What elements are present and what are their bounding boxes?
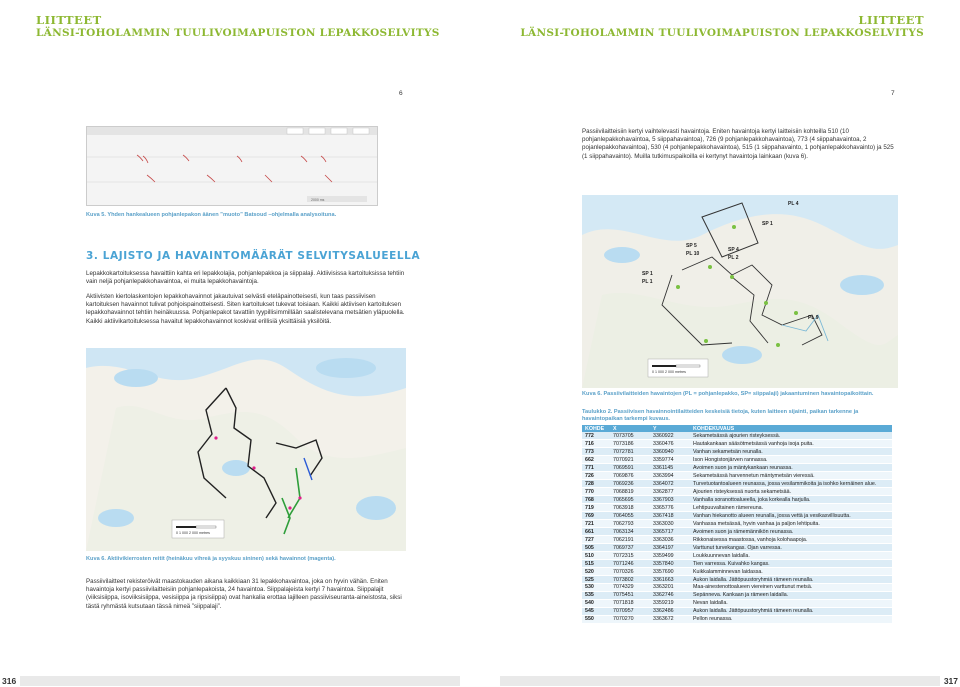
table-row xyxy=(582,432,892,439)
cell-kohde: 726 xyxy=(582,472,610,480)
cell-y: 3363672 xyxy=(650,616,690,624)
cell-kuvaus: Lehtipuuvaltainen rämereuna. xyxy=(690,504,892,512)
cell-kohde: 661 xyxy=(582,528,610,536)
right-folio: 317 xyxy=(943,676,958,686)
cell-kohde: 728 xyxy=(582,480,610,488)
table-row xyxy=(582,616,892,624)
table-row xyxy=(582,520,892,528)
cell-kuvaus: Vanhan sekametsän reunalla. xyxy=(690,448,892,456)
cell-kuvaus: Hautakankaan sääsötmetsässä vanhoja isoja puita. xyxy=(690,440,892,448)
cell-y: 3359774 xyxy=(650,456,690,464)
cell-x: 7063918 xyxy=(610,504,650,512)
cell-kohde: 530 xyxy=(582,584,610,592)
spectrogram-figure xyxy=(86,126,378,206)
cell-x: 7063134 xyxy=(610,528,650,536)
cell-kohde: 719 xyxy=(582,504,610,512)
left-header xyxy=(36,14,440,39)
cell-kohde: 771 xyxy=(582,464,610,472)
right-map-scale: 0 1 000 2 000 metres xyxy=(652,370,686,374)
section-heading: 3. LAJISTO JA HAVAINTOMÄÄRÄT SELVITYSALUEELLA xyxy=(86,250,421,262)
devices-map-graphic xyxy=(582,195,898,388)
table-header-kohde: KOHDE xyxy=(582,425,610,432)
cell-y: 3363036 xyxy=(650,536,690,544)
table-row xyxy=(582,576,892,584)
cell-kuvaus: Avoimen suon ja mäntykankaan reunassa. xyxy=(690,464,892,472)
cell-kohde: 772 xyxy=(582,432,610,439)
cell-y: 3365776 xyxy=(650,504,690,512)
right-header-subtitle: LÄNSI-TOHOLAMMIN TUULIVOIMAPUISTON LEPAKKOSELVITYS xyxy=(520,27,924,40)
cell-kuvaus: Sekametsässä harvennetun mäntymetsän vieressä. xyxy=(690,472,892,480)
left-footer-bar xyxy=(20,676,460,686)
spectrogram-graphic xyxy=(87,127,377,205)
cell-y: 3364197 xyxy=(650,544,690,552)
cell-x: 7062793 xyxy=(610,520,650,528)
cell-y: 3367418 xyxy=(650,512,690,520)
table-row xyxy=(582,512,892,520)
cell-y: 3361145 xyxy=(650,464,690,472)
cell-x: 7069876 xyxy=(610,472,650,480)
fig6-left-caption: Kuva 6. Aktiivikierrosten reitit (heinäkuu vihreä ja syyskuu sininen) sekä havainnot (magenta). xyxy=(86,556,336,562)
left-folio: 316 xyxy=(2,676,17,686)
cell-kuvaus: Sepännevа. Kankaan ja rämeen laidalla. xyxy=(690,592,892,600)
cell-kohde: 535 xyxy=(582,592,610,600)
cell-x: 7069236 xyxy=(610,480,650,488)
map-label: PL 2 xyxy=(728,255,739,261)
cell-x: 7071818 xyxy=(610,600,650,608)
cell-y: 3360940 xyxy=(650,448,690,456)
fig5-caption: Kuva 5. Yhden hankealueen pohjanlepakon äänen ”muoto” Batsoud –ohjelmalla analysoituna. xyxy=(86,212,337,218)
cell-x: 7069737 xyxy=(610,544,650,552)
cell-x: 7073186 xyxy=(610,440,650,448)
cell-x: 7062191 xyxy=(610,536,650,544)
cell-y: 3360922 xyxy=(650,432,690,439)
cell-kuvaus: Maa-ainestenottoalueen viereinen varttunut metsä. xyxy=(690,584,892,592)
cell-x: 7073705 xyxy=(610,432,650,439)
map-label: PL 10 xyxy=(686,251,700,257)
cell-kuvaus: Tien varressa. Kuivahko kangas. xyxy=(690,560,892,568)
cell-kuvaus: Aukon laidalla. Jättöpuustoryhmiä rämeen reunalla. xyxy=(690,576,892,584)
spectrogram-scale: 2000 ms xyxy=(311,198,325,202)
routes-map xyxy=(86,348,406,551)
table-row xyxy=(582,560,892,568)
cell-kohde: 721 xyxy=(582,520,610,528)
cell-kuvaus: Vanhalla soranottoalueella, joka korkealla harjulla. xyxy=(690,496,892,504)
cell-kohde: 716 xyxy=(582,440,610,448)
cell-kuvaus: Sekametsässä ajourien risteyksessä. xyxy=(690,432,892,439)
cell-kohde: 769 xyxy=(582,512,610,520)
cell-kohde: 525 xyxy=(582,576,610,584)
cell-kuvaus: Nevan laidalla. xyxy=(690,600,892,608)
cell-x: 7070921 xyxy=(610,456,650,464)
right-page-number: 7 xyxy=(891,90,895,97)
map-label: SP 4 xyxy=(728,247,739,253)
table-header-kuvaus: KOHDEKUVAUS xyxy=(690,425,892,432)
table-header-row xyxy=(582,425,892,432)
table-row xyxy=(582,488,892,496)
table-row xyxy=(582,448,892,456)
cell-kohde: 770 xyxy=(582,488,610,496)
cell-y: 3364072 xyxy=(650,480,690,488)
table-row xyxy=(582,456,892,464)
table-row xyxy=(582,544,892,552)
devices-map xyxy=(582,195,898,388)
cell-y: 3361663 xyxy=(650,576,690,584)
table-row xyxy=(582,568,892,576)
fig6-right-caption: Kuva 6. Passiivilaitteiden havaintojen (PL = pohjanlepakko, SP= siippalaji) jakaantuminen havaintopaikoittain. xyxy=(582,391,874,397)
cell-x: 7070957 xyxy=(610,608,650,616)
map-label: SP 5 xyxy=(686,243,697,249)
cell-kuvaus: Vanhan hiekanotto alueen reunalla, jossa vettä ja vesikasvillisuutta. xyxy=(690,512,892,520)
table-row xyxy=(582,536,892,544)
left-paragraph-1: Lepakkokartoituksessa havaittiin kahta eri lepakkolajia, pohjanlepakkoa ja siippalaji. Aktiivisissa kartoituksissa tehtiin vain neljä pohjanlepakkohavaintoa, ei muita lepakkohavaintoja. xyxy=(86,270,405,286)
right-header xyxy=(520,14,924,39)
cell-kohde: 727 xyxy=(582,536,610,544)
table-header-y: Y xyxy=(650,425,690,432)
table-row xyxy=(582,464,892,472)
table-row xyxy=(582,592,892,600)
cell-y: 3362486 xyxy=(650,608,690,616)
cell-x: 7069591 xyxy=(610,464,650,472)
cell-y: 3359219 xyxy=(650,600,690,608)
table-header-x: X xyxy=(610,425,650,432)
cell-kuvaus: Turvetuotantoalueen reunassa, jossa vesilammikoita ja isohko kernäinen alue. xyxy=(690,480,892,488)
cell-kohde: 515 xyxy=(582,560,610,568)
left-paragraph-3: Passiivilaitteet rekisteröivät maastokauden aikana kaikkiaan 31 lepakkohavaintoa, joka on hyvin vähän. Eniten havaintoja kertyi passiivilaitteisiin pohjanlepakoista, 24 havaintoa. Siippalajeista kertyi 7 havaintoa. Siippalajit (viiksisiippa, isoviiksisiippa, vesisiippa ja ripsisiippa) ovat hankalia erottaa lajilleen passiiviseuranta-aineistosta, siksi tästä ryhmästä kutsutaan tässä nimeä ”siippalaji”. xyxy=(86,578,402,610)
right-paragraph-1: Passiivilaitteisiin kertyi vaihtelevasti havaintoja. Eniten havaintoja kertyi laitteisiin kohteilla 510 (10 pohjanlepakkohavaintoa, 5 siippahavaintoa), 726 (9 pohjanlepakkohavaintoa), 773 (4 siippahavaintoa, 2 pojanlepakkohavaintoa), 530 (4 pohjanlepakkohavaintoa), 515 (1 siippahavainto, 1 pohjanlepakkohavainto) ja 525 (1 siippahavainto). Muilla tutkimuspaikoilla ei kertynyt havaintoja lainkaan (kuva 6). xyxy=(582,128,894,160)
cell-kuvaus: Loukkuunnevan laidalla. xyxy=(690,552,892,560)
cell-y: 3357690 xyxy=(650,568,690,576)
cell-y: 3362877 xyxy=(650,488,690,496)
cell-y: 3363201 xyxy=(650,584,690,592)
cell-kohde: 520 xyxy=(582,568,610,576)
cell-kuvaus: Rikkonaisessa maastossa, vanhoja kolohaapoja. xyxy=(690,536,892,544)
cell-kuvaus: Ison Hongistonjärven rannassa. xyxy=(690,456,892,464)
cell-x: 7064055 xyxy=(610,512,650,520)
cell-x: 7068819 xyxy=(610,488,650,496)
right-footer-bar xyxy=(500,676,940,686)
table-row xyxy=(582,584,892,592)
cell-kohde: 550 xyxy=(582,616,610,624)
routes-map-graphic xyxy=(86,348,406,551)
map-label: PL 4 xyxy=(788,201,799,207)
right-header-title: LIITTEET xyxy=(858,13,924,27)
cell-y: 3367903 xyxy=(650,496,690,504)
cell-kohde: 545 xyxy=(582,608,610,616)
cell-x: 7065695 xyxy=(610,496,650,504)
table-caption: Taulukko 2. Passiivisen havainnointilaitteiden keskeisiä tietoja, kuten laitteen sijainti, paikan tarkenne ja havaintopaikan tarkempi kuvaus. xyxy=(582,409,859,423)
cell-kuvaus: Pellon reunassa. xyxy=(690,616,892,624)
left-header-subtitle: LÄNSI-TOHOLAMMIN TUULIVOIMAPUISTON LEPAKKOSELVITYS xyxy=(36,27,440,40)
cell-x: 7071246 xyxy=(610,560,650,568)
cell-kuvaus: Kuikkalamminnevan laidassa. xyxy=(690,568,892,576)
cell-y: 3360476 xyxy=(650,440,690,448)
cell-x: 7075451 xyxy=(610,592,650,600)
table-row xyxy=(582,496,892,504)
table-row xyxy=(582,528,892,536)
cell-y: 3363994 xyxy=(650,472,690,480)
left-header-title: LIITTEET xyxy=(36,13,102,27)
cell-kuvaus: Avoimen suon ja rämemännikön reunassa. xyxy=(690,528,892,536)
cell-kuvaus: Ajourien risteyksessä nuorta sekametsää. xyxy=(690,488,892,496)
cell-y: 3362746 xyxy=(650,592,690,600)
cell-kuvaus: Aukon laidalla. Jättöpuustoryhmiä rämeen reunalla. xyxy=(690,608,892,616)
devices-table xyxy=(582,425,892,624)
cell-y: 3363030 xyxy=(650,520,690,528)
cell-kohde: 505 xyxy=(582,544,610,552)
cell-kohde: 510 xyxy=(582,552,610,560)
table-row xyxy=(582,600,892,608)
table-row xyxy=(582,480,892,488)
cell-x: 7073802 xyxy=(610,576,650,584)
map-label: SP 1 xyxy=(642,271,653,277)
cell-x: 7070326 xyxy=(610,568,650,576)
table-body xyxy=(582,432,892,623)
cell-y: 3357840 xyxy=(650,560,690,568)
cell-kuvaus: Varttunut turvekangas. Ojan varressa. xyxy=(690,544,892,552)
map-label: SP 1 xyxy=(762,221,773,227)
table-row xyxy=(582,552,892,560)
cell-kohde: 768 xyxy=(582,496,610,504)
cell-x: 7072315 xyxy=(610,552,650,560)
table-row xyxy=(582,440,892,448)
table-row xyxy=(582,504,892,512)
left-map-scale: 0 1 000 2 000 metres xyxy=(176,531,210,535)
table-row xyxy=(582,472,892,480)
cell-kuvaus: Vanhassa metsässä, hyvin vanhaa ja paljon lehtipuita. xyxy=(690,520,892,528)
cell-kohde: 540 xyxy=(582,600,610,608)
cell-x: 7072781 xyxy=(610,448,650,456)
cell-kohde: 773 xyxy=(582,448,610,456)
map-label: PL 9 xyxy=(808,315,819,321)
left-page-number: 6 xyxy=(399,90,403,97)
cell-x: 7070270 xyxy=(610,616,650,624)
table-row xyxy=(582,608,892,616)
cell-y: 3365717 xyxy=(650,528,690,536)
cell-y: 3359499 xyxy=(650,552,690,560)
cell-x: 7074329 xyxy=(610,584,650,592)
cell-kohde: 662 xyxy=(582,456,610,464)
map-label: PL 1 xyxy=(642,279,653,285)
left-paragraph-2: Aktiivisten kiertolaskentojen lepakkohavainnot jakautuivat selvästi eteläpainotteisesti, kun taas passiivisen kartoituksen havainnot tulivat pohjoispainotteisesti. Siten kartoitukset tukevat toisiaan. Kaikki aktiivisen kartoituksen lepakkohavainnot tehtiin heinäkuussa. Pohjanlepakot tavattiin tyypillisimmillään saalistelevana metsätien yläpuolella. Kaikki aktiivikartoituksessa havaitut lepakkohavainnot koskivat erillisiä yksittäisiä yksilöitä. xyxy=(86,293,405,325)
